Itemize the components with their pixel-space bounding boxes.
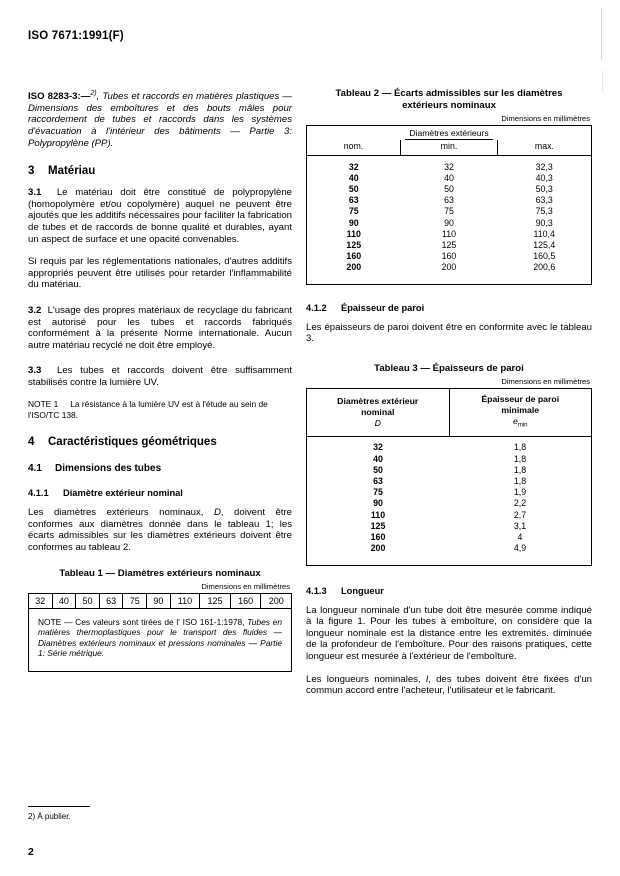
table-cell: 200 (346, 262, 362, 273)
heading-clause-3 (28, 165, 292, 177)
table-cell: 75 (444, 206, 454, 217)
table-cell: 125,4 (533, 239, 556, 250)
symbol-l: l (425, 673, 429, 685)
paragraph-4-1-1-text-a: Les diamètres extérieurs nominaux, (28, 507, 214, 519)
table-3-column-header-thickness (449, 389, 592, 436)
table-2-caption-line-1: Tableau 2 — Écarts admissibles sur les diamètres (335, 88, 563, 99)
table-cell: 125 (370, 520, 386, 531)
table-2-header-row (307, 140, 592, 155)
table-row (307, 195, 592, 206)
table-row (307, 228, 592, 239)
table-cell: 40 (348, 172, 359, 183)
table-cell: 40 (373, 453, 383, 464)
heading-clause-4 (28, 436, 292, 448)
table-cell: 160 (346, 251, 362, 262)
table-1-caption: Tableau 1 — Diamètres extérieurs nominaux (59, 567, 261, 579)
table-cell: 160 (230, 593, 261, 608)
paragraph-3-3-number: 3.3 (28, 365, 42, 377)
table-cell: 63 (99, 593, 123, 608)
table-cell: 125 (441, 239, 457, 250)
table-row (307, 251, 592, 262)
table-cell: 63 (373, 475, 383, 486)
table-1-note-text: NOTE — Ces valeurs sont tirées de l' ISO 161-1:1978, (38, 616, 248, 627)
table-3-header-diameter-line-2: nominal (361, 407, 395, 418)
footnote-marker: 2) (90, 90, 97, 97)
table-row (307, 206, 592, 217)
table-cell: 63,3 (535, 195, 553, 206)
table-cell: 50 (444, 183, 454, 194)
table-cell: 32,3 (535, 161, 553, 172)
table-cell: 125 (200, 593, 231, 608)
table-row (29, 593, 292, 608)
table-row (307, 172, 592, 183)
table-3-column-header-diameter (307, 389, 450, 436)
table-1-note-italic: Tubes en matières thermoplastiques pour le transport des fluides — Diamètres extérieurs nominaux et pressions nominales — Partie 1: Série métrique. (38, 616, 282, 659)
table-cell: 40 (52, 593, 76, 608)
table-row (307, 239, 592, 250)
note-1-text: La résistance à la lumière UV est à l'étude au sein de l'ISO/TC 138. (28, 399, 268, 420)
table-3-spacer-bottom (307, 554, 592, 566)
table-cell: 160 (441, 251, 457, 262)
table-cell: 75,3 (535, 206, 553, 217)
table-cell: 75 (373, 487, 383, 498)
paragraph-4-1-3-b-text-2: , des tubes doivent être fixées d'un commun accord entre l'acheteur, l'utilisateur et le fabricant. (306, 673, 592, 697)
heading-clause-4-1-2 (306, 303, 592, 313)
table-cell: 110 (441, 228, 456, 239)
left-column (28, 88, 292, 672)
page-number: 2 (28, 846, 34, 858)
table-row (307, 442, 592, 453)
paragraph-3-2-number: 3.2 (28, 304, 42, 316)
table-2-column-header-min: min. (401, 140, 498, 155)
table-cell: 200,6 (533, 262, 556, 273)
table-3 (306, 388, 592, 566)
symbol-e-subscript: min (517, 422, 528, 429)
table-2-block (306, 88, 592, 285)
table-1-dimension-note: Dimensions en millimètres (201, 581, 290, 591)
table-2-body (307, 161, 592, 273)
table-cell: 50 (348, 183, 359, 194)
table-cell: 75 (123, 593, 147, 608)
table-row (307, 453, 592, 464)
table-3-block (306, 363, 592, 566)
table-2-spacer-bottom (307, 273, 592, 285)
table-row (307, 520, 592, 531)
table-2-column-header-nom: nom. (343, 141, 364, 151)
table-cell: 75 (348, 206, 359, 217)
table-cell: 200 (261, 593, 292, 608)
table-2-span-header-cell (307, 126, 592, 141)
table-cell: 63 (348, 195, 359, 206)
paragraph-3-3 (28, 365, 292, 388)
table-3-header-row (307, 389, 592, 436)
table-3-header-thickness-line-1: Épaisseur de paroi (481, 394, 560, 405)
paragraph-3-2 (28, 305, 292, 351)
table-3-dimension-note: Dimensions en millimètres (501, 377, 590, 387)
table-3-header-thickness-line-2: minimale (501, 405, 540, 416)
paragraph-4-1-1 (28, 507, 292, 553)
table-cell: 32 (373, 442, 383, 453)
table-cell: 1,8 (513, 464, 527, 475)
table-2-caption (306, 88, 592, 112)
table-row (307, 487, 592, 498)
table-3-caption: Tableau 3 — Épaisseurs de paroi (374, 363, 524, 375)
heading-clause-4-1-1 (28, 488, 292, 498)
table-row (307, 542, 592, 553)
table-row (307, 531, 592, 542)
clause-4-1-2-title: Épaisseur de paroi (341, 302, 425, 313)
table-cell: 90 (444, 217, 454, 228)
table-3-header-symbol-D: D (374, 418, 381, 429)
table-cell: 110 (170, 593, 200, 608)
table-cell: 200 (441, 262, 457, 273)
paragraph-4-1-2: Les épaisseurs de paroi doivent être en conformite avec le tableau 3. (306, 321, 592, 345)
table-cell: 1,8 (513, 442, 527, 453)
table-cell: 63 (444, 195, 454, 206)
heading-clause-4-1 (28, 463, 292, 474)
clause-4-number: 4 (28, 436, 35, 449)
footnote (28, 806, 228, 821)
clause-4-1-3-number: 4.1.3 (306, 585, 327, 596)
reference-title: , Tubes et raccords en matières plastiques — Dimensions des emboîtures et des bouts mâles pour raccordement de tubes et raccords dans les systèmes d'évacuation à l'intérieur des bâtiments — Partie 3: Polypropylène (PP). (28, 91, 292, 149)
clause-4-1-title: Dimensions des tubes (55, 463, 162, 475)
table-cell: 1,8 (513, 453, 527, 464)
table-cell: 110,4 (533, 228, 555, 239)
table-row (307, 217, 592, 228)
table-cell: 160 (370, 531, 386, 542)
paragraph-3-1-b: Si requis par les réglementations nationales, d'autres additifs appropriés peuvent être utilisés pour retarder l'inflammabilité du matériau. (28, 256, 292, 291)
paragraph-4-1-3-a: La longueur nominale d'un tube doit être mesurée comme indiqué à la figure 1. Pour les tubes à emboîture, on considère que la longueur nominale est la distance entre les extremités. diminuée de la profondeur de l'emboîture. Pour des raisons pratiques, cette longueur est mesurée à l'extérieur de l'emboîture. (306, 604, 592, 663)
table-3-header-symbol-emin (452, 416, 590, 432)
table-cell: 90 (373, 498, 383, 509)
table-cell: 110 (346, 228, 361, 239)
table-cell: 32 (444, 161, 454, 172)
clause-4-1-1-number: 4.1.1 (28, 488, 49, 499)
table-row (307, 161, 592, 172)
table-cell: 2,2 (513, 498, 527, 509)
paragraph-3-1 (28, 187, 292, 245)
table-cell: 90,3 (535, 217, 553, 228)
table-row (307, 475, 592, 486)
right-column (306, 88, 592, 708)
table-cell: 40,3 (535, 172, 553, 183)
table-row (307, 498, 592, 509)
table-1-note (28, 609, 292, 672)
reference-paragraph (28, 88, 292, 149)
table-cell: 90 (147, 593, 171, 608)
paragraph-3-3-text: Les tubes et raccords doivent être suffisamment stabilisés contre la lumière UV. (28, 365, 292, 388)
table-cell: 40 (444, 172, 454, 183)
table-cell: 200 (370, 543, 386, 554)
table-2-column-header-max: max. (497, 140, 591, 155)
paragraph-3-1-text: Le matériau doit être constitué de polypropylène (homopolymère et/ou copolymère) auquel ne peuvent être ajoutés que les additifs nécessaires pour faciliter la fabrication de tubes et de raccords de bonne qualité et durables, ayant un aspect de surface et une opacité convenables. (28, 187, 292, 245)
table-cell: 50 (373, 464, 383, 475)
table-2-caption-line-2: extérieurs nominaux (402, 100, 496, 111)
heading-clause-4-1-3 (306, 586, 592, 596)
table-cell: 4 (517, 531, 523, 542)
table-cell: 4,9 (513, 543, 527, 554)
table-cell: 1,8 (513, 475, 527, 486)
table-2-dimension-note: Dimensions en millimètres (501, 114, 590, 123)
reference-prefix: ISO 8283-3:— (28, 91, 91, 103)
clause-4-1-1-title: Diamètre extérieur nominal (63, 488, 183, 499)
table-cell: 1,9 (513, 487, 527, 498)
table-row (307, 509, 592, 520)
table-cell: 50 (76, 593, 100, 608)
table-cell: 3,1 (513, 520, 527, 531)
paragraph-3-2-text: L'usage des propres matériaux de recyclage du fabricant est autorisé pour les tubes et raccords fabriqués conformément à la présente Norme internationale. Aucun autre matériau recyclé ne doit être employé. (28, 304, 292, 351)
table-cell: 160,5 (533, 251, 556, 262)
scan-artifact-secondary (602, 70, 603, 92)
table-2 (306, 125, 592, 285)
table-cell: 2,7 (513, 509, 527, 520)
clause-4-1-3-title: Longueur (341, 585, 384, 596)
footnote-text: 2) À publier. (28, 812, 71, 821)
document-header: ISO 7671:1991(F) (28, 30, 124, 42)
clause-4-title: Caractéristiques géométriques (48, 436, 217, 449)
table-row (307, 183, 592, 194)
table-2-span-header-row (307, 126, 592, 141)
paragraph-4-1-3-b-text-1: Les longueurs nominales, (306, 673, 426, 685)
table-cell: 50,3 (535, 183, 553, 194)
table-row (307, 464, 592, 475)
table-1-block (28, 568, 292, 672)
table-cell: 90 (348, 217, 359, 228)
table-3-body (307, 442, 592, 554)
symbol-e: e (512, 416, 518, 427)
paragraph-3-1-number: 3.1 (28, 187, 42, 199)
table-cell: 110 (370, 509, 386, 520)
paragraph-4-1-3-b (306, 674, 592, 697)
paragraph-4-1-1-text-b: , doivent être conformes aux diamètres donnée dans le tableau 1; les écarts admissibles sur les diamètres extérieurs doivent être conformes au tableau 2. (28, 507, 293, 554)
symbol-D: D (213, 507, 221, 519)
table-3-header-diameter-line-1: Diamètres extérieur (337, 396, 419, 407)
clause-4-1-number: 4.1 (28, 463, 42, 475)
note-1 (28, 399, 292, 420)
clause-3-number: 3 (28, 165, 35, 178)
note-1-label: NOTE 1 (28, 399, 59, 410)
table-cell: 32 (29, 593, 53, 608)
table-cell: 125 (346, 239, 362, 250)
table-2-span-header-label: Diamètres extérieurs (405, 128, 492, 140)
table-cell: 32 (348, 161, 359, 172)
table-1-values (28, 593, 292, 609)
clause-4-1-2-number: 4.1.2 (306, 302, 327, 313)
footnote-rule (28, 806, 90, 807)
scan-artifact (601, 8, 602, 60)
clause-3-title: Matériau (48, 165, 96, 178)
table-row (307, 262, 592, 273)
